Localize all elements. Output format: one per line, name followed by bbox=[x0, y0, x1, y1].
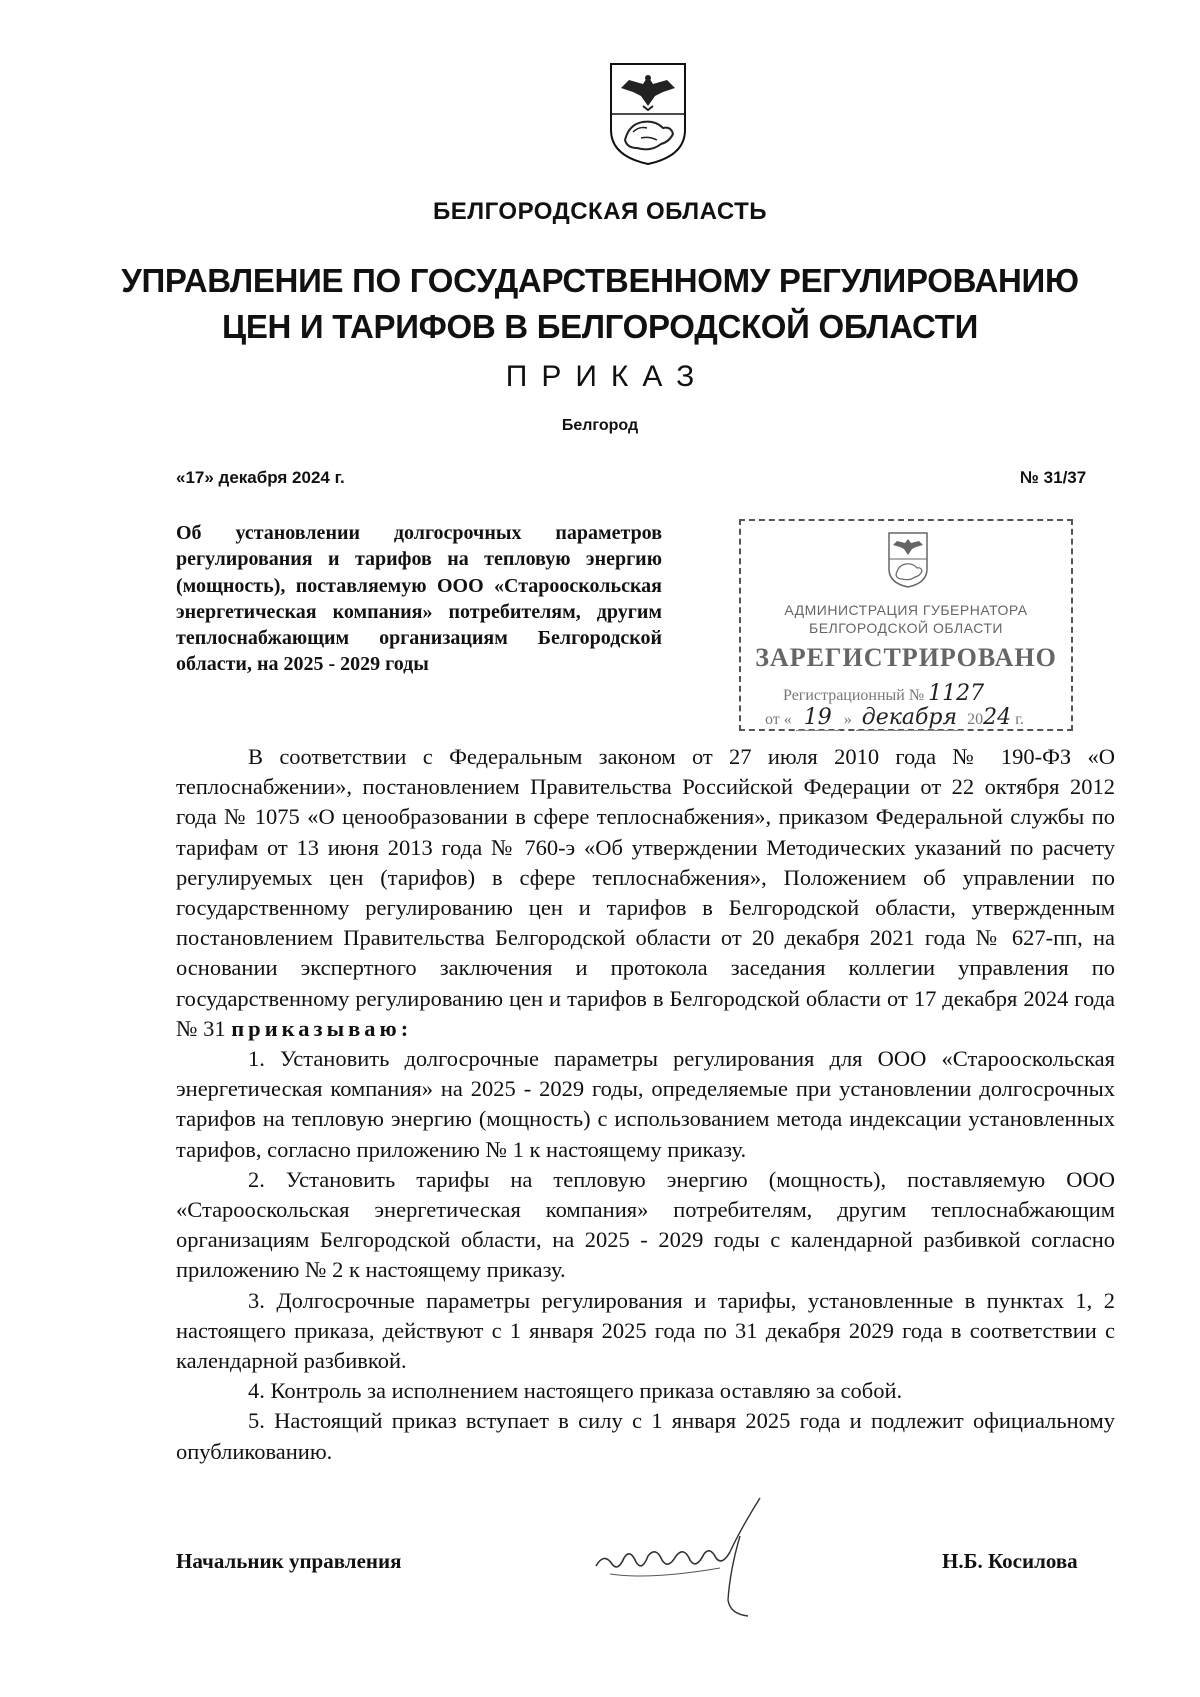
order-subject: Об установлении долгосрочных параметров регулирования и тарифов на тепловую энергию (мощность), поставляемую ООО «Старооскольская энергетическая компания» потребителям, другим теплоснабжающим организациям Белгородской области, на 2025 - 2029 годы bbox=[176, 522, 662, 676]
order-word: приказываю: bbox=[231, 1015, 413, 1041]
order-item-4: 4. Контроль за исполнением настоящего приказа оставляю за собой. bbox=[248, 1378, 903, 1404]
stamp-day-close: » bbox=[843, 711, 852, 728]
stamp-date-line bbox=[765, 705, 1024, 730]
stamp-year-unit: г. bbox=[1015, 711, 1024, 728]
order-item-5: 5. Настоящий приказ вступает в силу с 1 января 2025 года и подлежит официальному опубликованию. bbox=[176, 1408, 1115, 1464]
signatory-title: Начальник управления bbox=[176, 1549, 402, 1573]
order-date: «17» декабря 2024 г. bbox=[176, 468, 345, 487]
agency-name-line1: УПРАВЛЕНИЕ ПО ГОСУДАРСТВЕННОМУ РЕГУЛИРОВАНИЮ bbox=[121, 262, 1079, 299]
order-item-3: 3. Долгосрочные параметры регулирования и тарифы, установленные в пунктах 1, 2 настоящего приказа, действуют с 1 января 2025 года по 31 декабря 2029 года в соответствии с календарной разбивкой. bbox=[176, 1287, 1115, 1374]
preamble-text: В соответствии с Федеральным законом от 27 июля 2010 года № 190-ФЗ «О теплоснабжении», постановлением Правительства Российской Федерации от 22 октября 2012 года № 1075 «О ценообразовании в сфере теплоснабжения», приказом Федеральной службы по тарифам от 13 июня 2013 года № 760-э «Об утверждении Методических указаний по расчету регулируемых цен (тарифов) в сфере теплоснабжения», Положением об управлении по государственному регулированию цен и тарифов в Белгородской области, утвержденным постановлением Правительства Белгородской области от 20 декабря 2021 года № 627-пп, на основании экспертного заключения и протокола заседания коллегии управления по государственному регулированию цен и тарифов в Белгородской области от 17 декабря 2024 года № 31 bbox=[176, 744, 1115, 1041]
stamp-org-line1: АДМИНИСТРАЦИЯ ГУБЕРНАТОРА bbox=[784, 602, 1028, 618]
signatory-name: Н.Б. Косилова bbox=[942, 1549, 1078, 1573]
agency-name bbox=[0, 258, 1200, 350]
order-item-1: 1. Установить долгосрочные параметры регулирования для ООО «Старооскольская энергетическая компания» на 2025 - 2029 годы, определяемые при установлении долгосрочных тарифов на тепловую энергию (мощность) с использованием метода индексации установленных тарифов, согласно приложению № 1 к настоящему приказу. bbox=[176, 1046, 1115, 1162]
order-number: № 31/37 bbox=[1020, 468, 1087, 487]
agency-name-line2: ЦЕН И ТАРИФОВ В БЕЛГОРОДСКОЙ ОБЛАСТИ bbox=[222, 308, 978, 345]
stamp-reg-label: Регистрационный № bbox=[783, 687, 925, 704]
stamp-reg-number: 1127 bbox=[928, 681, 985, 706]
stamp-year-suffix: 24 bbox=[983, 705, 1012, 730]
stamp-year-prefix: 20 bbox=[967, 711, 984, 728]
stamp-from-label: от « bbox=[765, 711, 792, 728]
region-name: БЕЛГОРОДСКАЯ ОБЛАСТЬ bbox=[433, 198, 767, 225]
registration-stamp bbox=[739, 519, 1073, 731]
city: Белгород bbox=[561, 417, 639, 434]
document-type: ПРИКАЗ bbox=[505, 360, 709, 393]
order-preamble bbox=[176, 742, 1115, 1044]
stamp-status: ЗАРЕГИСТРИРОВАНО bbox=[755, 643, 1057, 672]
stamp-day: 19 bbox=[796, 705, 840, 731]
stamp-emblem-icon bbox=[886, 531, 930, 589]
stamp-registration-line bbox=[783, 681, 984, 706]
coat-of-arms-emblem bbox=[607, 62, 689, 166]
stamp-organization bbox=[741, 601, 1071, 637]
stamp-org-line2: БЕЛГОРОДСКОЙ ОБЛАСТИ bbox=[809, 620, 1003, 636]
stamp-month: декабря bbox=[856, 705, 963, 731]
order-body bbox=[176, 742, 1115, 1467]
order-item-2: 2. Установить тарифы на тепловую энергию (мощность), поставляемую ООО «Старооскольская энергетическая компания» потребителям, другим теплоснабжающим организациям Белгородской области, на 2025 - 2029 годы с календарной разбивкой согласно приложению № 2 к настоящему приказу. bbox=[176, 1166, 1115, 1283]
handwritten-signature bbox=[590, 1490, 780, 1620]
